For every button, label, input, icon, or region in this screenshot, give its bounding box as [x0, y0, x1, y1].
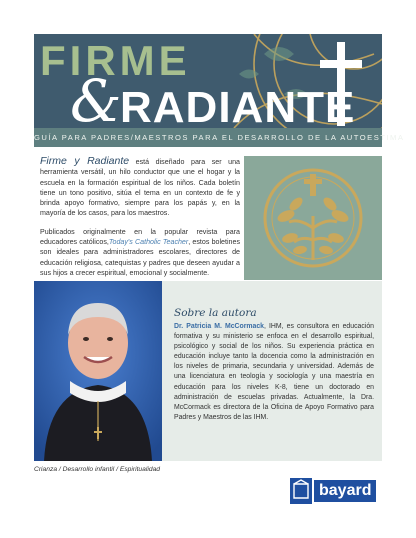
- bayard-logo-icon: [290, 478, 312, 504]
- magazine-title: Today's Catholic Teacher: [108, 238, 189, 247]
- intro-section: [40, 156, 240, 286]
- intro-paragraph-2: [40, 227, 240, 278]
- author-heading: Sobre la autora: [174, 307, 257, 319]
- emblem-panel: [244, 156, 382, 280]
- category-caption: Crianza / Desarrollo infantil / Espiritualidad: [34, 466, 161, 473]
- publisher-name: bayard: [314, 480, 376, 502]
- intro-paragraph-1: [40, 156, 240, 219]
- intro-paragraph-1-text: está diseñado para ser una herramienta versátil, un hilo conductor que une el hogar y la escuela en la formación espiritual de los niños. Cada boletín tiene un tono positivo, sitúa el tema en un contexto de fe y brinda apoyo formativo, siempre para los papás y, en la mayoría de los casos, para los maestros.: [40, 158, 240, 218]
- author-bio-text: , IHM, es consultora en educación formativa y su ministerio se enfoca en el desarrollo espiritual, psicológico y social de los niños. Su experiencia práctica en educación incluye tanto la docencia como la administración en los niveles de primaria, secundaria y universidad. Además de una licenciatura en teología y sociología y una maestría en educación para los niveles K-8, tiene un doctorado en administración de escuelas privadas. Actualmente, la Dra. McCormack es directora de la Oficina de Apoyo Formativo para Padres y Maestros de las IHM.: [174, 323, 374, 421]
- title-radiante: RADIANTE: [120, 83, 356, 128]
- intro-paragraph-2-end: , estos boletines son ideales para administradores escolares, directores de educación religiosa, catequistas y padres que deseen ayudar a sus hijos a crecer espiritual, emocional y socialmente.: [40, 238, 240, 277]
- subtitle-bar: GUÍA PARA PADRES/MAESTROS PARA EL DESARROLLO DE LA AUTOESTIMA: [34, 128, 382, 147]
- title-ampersand: &: [70, 67, 122, 128]
- author-name: Dr. Patricia M. McCormack: [174, 323, 265, 330]
- intro-paragraph-2-start: Publicados originalmente en la popular revista para educadores católicos,: [40, 227, 240, 247]
- title-firme: FIRME: [40, 37, 191, 84]
- author-panel: [162, 281, 382, 461]
- author-photo: [34, 281, 162, 461]
- publisher-logo[interactable]: [290, 478, 382, 504]
- lead-title: Firme y Radiante: [40, 155, 130, 167]
- tree-of-life-icon: [244, 156, 382, 280]
- author-bio: [174, 322, 374, 423]
- header-banner: [34, 34, 382, 128]
